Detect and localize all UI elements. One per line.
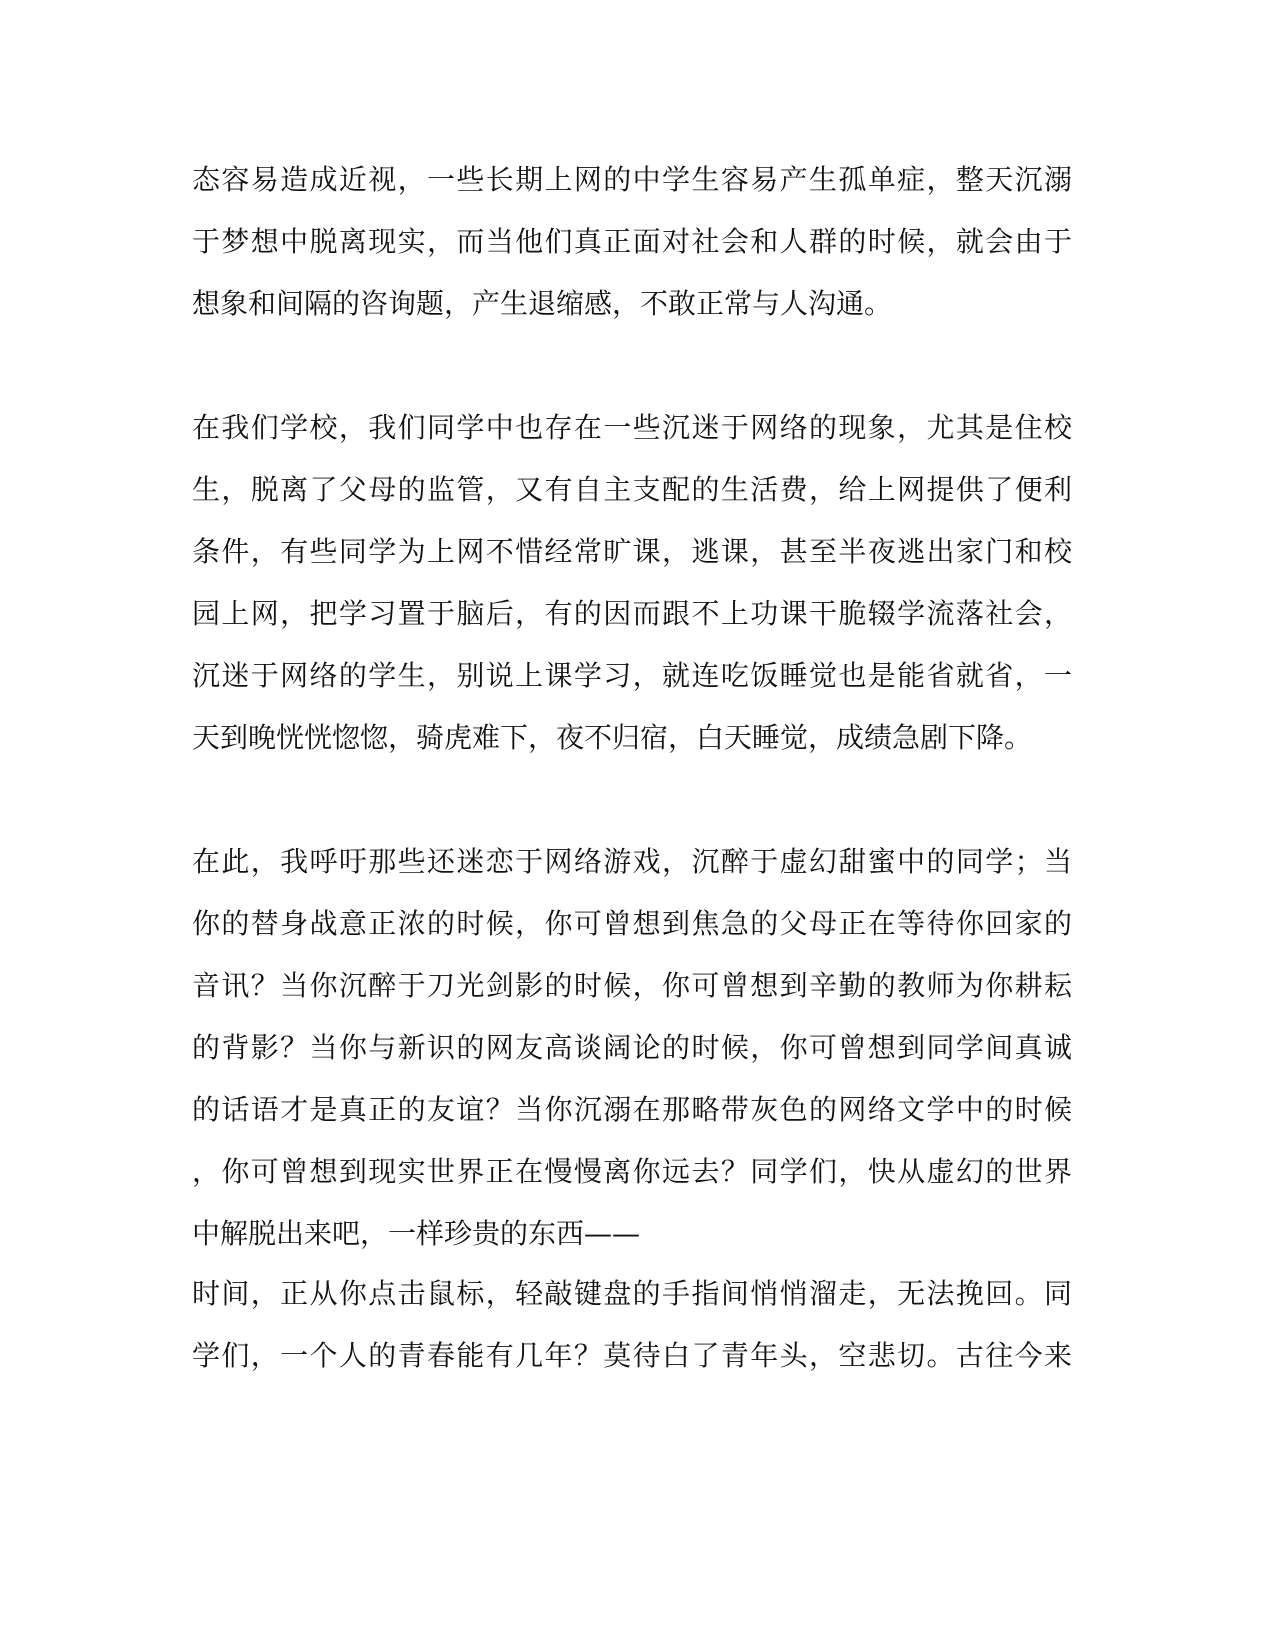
text-line: 条件，有些同学为上网不惜经常旷课，逃课，甚至半夜逃出家门和校	[192, 535, 1072, 568]
text-line: 沉迷于网络的学生，别说上课学习，就连吃饭睡觉也是能省就省，一	[192, 659, 1072, 692]
text-line: 生，脱离了父母的监管，又有自主支配的生活费，给上网提供了便利	[192, 473, 1072, 506]
text-line: 在此，我呼吁那些还迷恋于网络游戏，沉醉于虚幻甜蜜中的同学；当	[192, 845, 1072, 878]
text-line: 你的替身战意正浓的时候，你可曾想到焦急的父母正在等待你回家的	[192, 907, 1072, 940]
text-line: 态容易造成近视，一些长期上网的中学生容易产生孤单症，整天沉溺	[192, 163, 1072, 196]
text-line: 想象和间隔的咨询题，产生退缩感，不敢正常与人沟通。	[192, 287, 893, 320]
text-line: 天到晚恍恍惚惚，骑虎难下，夜不归宿，白天睡觉，成绩急剧下降。	[192, 721, 1033, 754]
text-line: ，你可曾想到现实世界正在慢慢离你远去？同学们，快从虚幻的世界	[192, 1155, 1072, 1188]
text-line: 学们，一个人的青春能有几年？莫待白了青年头，空悲切。古往今来	[192, 1339, 1072, 1372]
text-line: 时间，正从你点击鼠标，轻敲键盘的手指间悄悄溜走，无法挽回。同	[192, 1277, 1072, 1310]
text-line: 中解脱出来吧，一样珍贵的东西——	[192, 1217, 641, 1250]
text-line: 于梦想中脱离现实，而当他们真正面对社会和人群的时候，就会由于	[192, 225, 1072, 258]
text-line: 音讯？当你沉醉于刀光剑影的时候，你可曾想到辛勤的教师为你耕耘	[192, 969, 1072, 1002]
text-line: 在我们学校，我们同学中也存在一些沉迷于网络的现象，尤其是住校	[192, 411, 1072, 444]
text-line: 的背影？当你与新识的网友高谈阔论的时候，你可曾想到同学间真诚	[192, 1031, 1072, 1064]
text-line: 的话语才是真正的友谊？当你沉溺在那略带灰色的网络文学中的时候	[192, 1093, 1072, 1126]
text-line: 园上网，把学习置于脑后，有的因而跟不上功课干脆辍学流落社会，	[192, 597, 1072, 630]
